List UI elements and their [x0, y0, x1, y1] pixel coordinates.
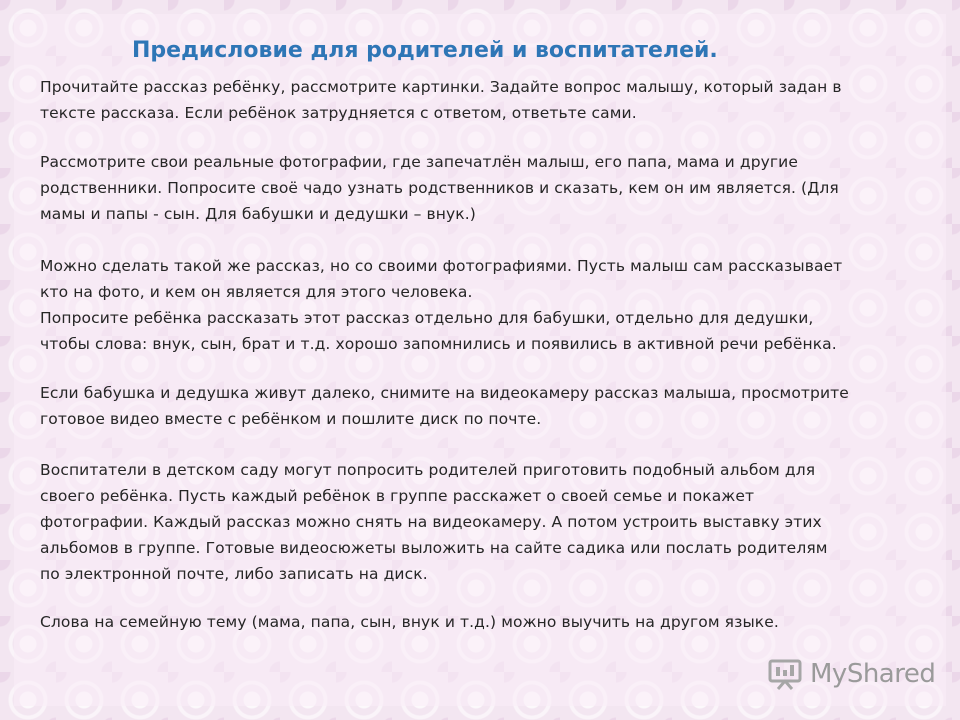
- text-line: Воспитатели в детском саду могут попросить родителей приготовить подобный альбом для: [40, 461, 816, 479]
- paragraph-kindergarten: [40, 457, 920, 587]
- text-line: фотографии. Каждый рассказ можно снять на видеокамеру. А потом устроить выставку этих: [40, 513, 822, 531]
- watermark-text: MyShared: [810, 659, 936, 689]
- text-line: кто на фото, и кем он является для этого человека.: [40, 283, 473, 301]
- text-line: альбомов в группе. Готовые видеосюжеты выложить на сайте садика или послать родителям: [40, 539, 828, 557]
- text-line: Слова на семейную тему (мама, папа, сын, внук и т.д.) можно выучить на другом языке.: [40, 613, 779, 631]
- paragraph-photos: [40, 149, 920, 227]
- text-line: Попросите ребёнка рассказать этот рассказ отдельно для бабушки, отдельно для дедушки,: [40, 309, 814, 327]
- presentation-board-icon: [768, 658, 802, 690]
- slide-title: Предисловие для родителей и воспитателей.: [132, 38, 718, 63]
- text-line: своего ребёнка. Пусть каждый ребёнок в группе расскажет о своей семье и покажет: [40, 487, 755, 505]
- text-line: по электронной почте, либо записать на диск.: [40, 565, 428, 583]
- text-line: чтобы слова: внук, сын, брат и т.д. хорошо запомнились и появились в активной речи ребёнка.: [40, 335, 837, 353]
- text-line: мамы и папы - сын. Для бабушки и дедушки – внук.): [40, 205, 476, 223]
- text-line: Если бабушка и дедушка живут далеко, снимите на видеокамеру рассказ малыша, просмотрите: [40, 384, 849, 402]
- text-line: Можно сделать такой же рассказ, но со своими фотографиями. Пусть малыш сам рассказывает: [40, 257, 843, 275]
- paragraph-other-language: [40, 609, 920, 635]
- text-line: Рассмотрите свои реальные фотографии, где запечатлён малыш, его папа, мама и другие: [40, 153, 798, 171]
- myshared-watermark: [768, 656, 935, 692]
- paragraph-own-story: [40, 253, 920, 357]
- text-line: готовое видео вместе с ребёнком и пошлите диск по почте.: [40, 410, 542, 428]
- text-line: родственники. Попросите своё чадо узнать родственников и сказать, кем он им является. (Для: [40, 179, 839, 197]
- text-line: тексте рассказа. Если ребёнок затрудняется с ответом, ответьте сами.: [40, 104, 637, 122]
- text-line: Прочитайте рассказ ребёнку, рассмотрите картинки. Задайте вопрос малышу, который задан в: [40, 78, 842, 96]
- paragraph-read-story: [40, 74, 920, 126]
- paragraph-video: [40, 380, 920, 432]
